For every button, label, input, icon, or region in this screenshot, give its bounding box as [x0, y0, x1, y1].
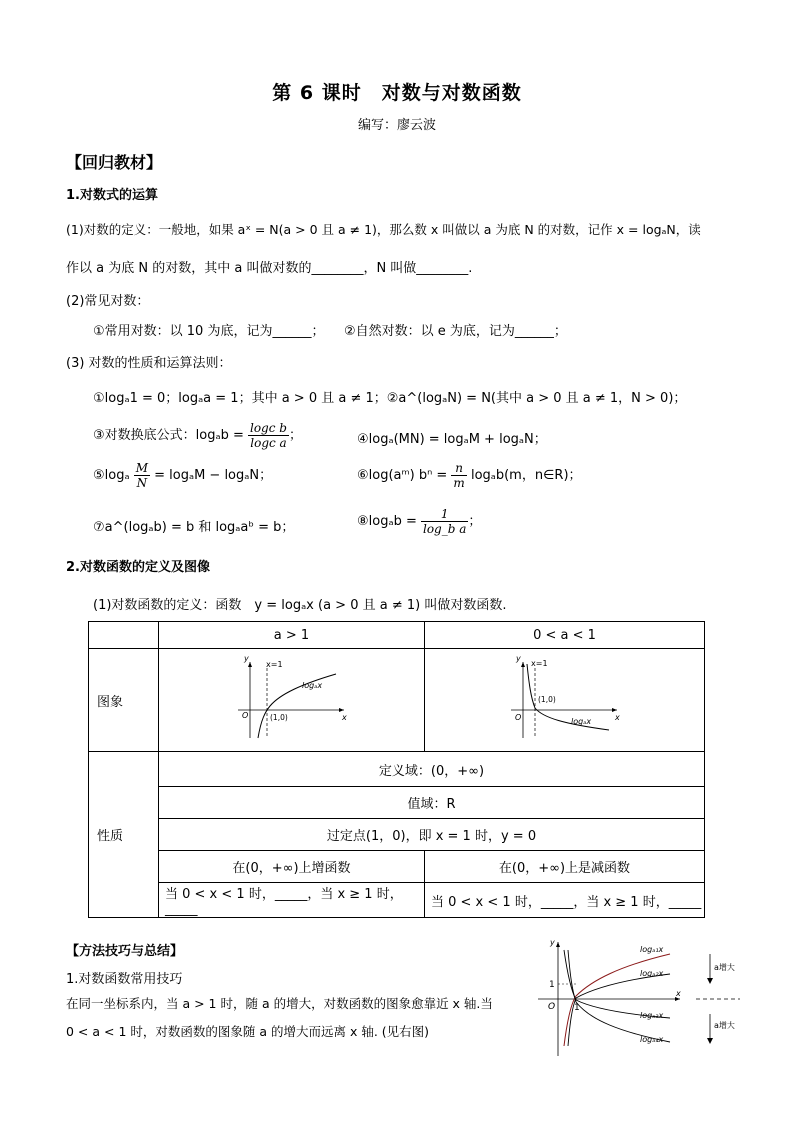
change-of-base-label: ③对数换底公式：logₐb =: [93, 428, 244, 443]
increase-label-top: a增大: [714, 963, 735, 972]
log-identity: ⑦a^(logₐb) = b 和 logₐaᵇ = b；: [93, 520, 295, 535]
row-label-graph: 图象: [89, 649, 159, 752]
fraction-numerator: n: [451, 461, 466, 476]
author-line: 编写：廖云波: [357, 118, 436, 133]
fraction-denominator: m: [453, 476, 465, 490]
log-properties-title: (3) 对数的性质和运算法则：: [66, 356, 232, 371]
change-of-base-fraction: [248, 421, 289, 450]
y-label: y: [243, 654, 249, 663]
fixed-point-label: (1,0): [537, 695, 556, 704]
change-of-base-formula: ③对数换底公式：logₐb = $\frac{\text{logc b}}{\text{logc a}}$ ；: [93, 421, 302, 450]
curve-a1: [564, 954, 670, 1046]
y-one-label: 1: [549, 980, 555, 990]
increasing-log-graph: [232, 654, 352, 742]
log-reciprocal: ⑧logₐb = $\frac{1}{\text{log\_b a}}$ ；: [357, 507, 482, 536]
arrow-head-top: [707, 978, 713, 984]
monotonic-increasing-cell: 在(0，+∞)上增函数: [159, 851, 425, 883]
x-one-label: 1: [574, 1003, 580, 1013]
curve-label: logₐx: [570, 717, 591, 726]
fraction-denominator: log_b a: [422, 522, 467, 536]
common-logs-title: (2)常见对数：: [66, 294, 150, 309]
x-label: x: [341, 713, 347, 722]
y-axis-arrow: [556, 942, 560, 947]
monotonic-decreasing-cell: 在(0，+∞)上是减函数: [425, 851, 705, 883]
arrow-head-bottom: [707, 1038, 713, 1044]
curve-a4: [568, 950, 670, 1042]
label-a4: logₐ₄x: [640, 1035, 664, 1044]
power-rest: logₐb(m，n∈R)；: [470, 468, 582, 483]
x-axis-arrow: [339, 708, 344, 712]
origin-label: O: [548, 1002, 556, 1012]
origin-label: O: [514, 713, 521, 722]
row-label-properties: 性质: [89, 752, 159, 918]
method-line-1: 在同一坐标系内，当 a > 1 时，随 a 的增大，对数函数的图象愈靠近 x 轴.当: [66, 996, 493, 1011]
graph-decreasing-cell: [425, 649, 705, 752]
y-label: y: [515, 654, 521, 663]
log-family-figure: [530, 936, 760, 1058]
range-cell: 值域：R: [159, 787, 705, 819]
quotient-rest: = logₐM − logₐN；: [154, 468, 273, 483]
y-axis-arrow: [521, 662, 525, 667]
properties-table: [88, 621, 705, 918]
log-power-rule: [357, 461, 582, 490]
fraction-denominator: logc a: [250, 436, 287, 450]
x-label: x: [676, 989, 681, 998]
common-logs-line: ①常用对数：以 10 为底，记为______； ②自然对数：以 e 为底，记为______；: [93, 324, 567, 339]
fixed-point-label: (1,0): [269, 713, 288, 722]
vertical-line-label: x=1: [530, 659, 548, 668]
label-a3: logₐ₃x: [640, 1011, 664, 1020]
reciprocal-label: ⑧logₐb =: [357, 514, 417, 529]
heading-log-function: 2.对数函数的定义及图像: [66, 560, 210, 575]
vertical-line-label: x=1: [265, 660, 283, 669]
origin-label: O: [241, 711, 248, 720]
quotient-label: ⑤logₐ: [93, 468, 130, 483]
increase-label-bottom: a增大: [714, 1021, 735, 1030]
x-label: x: [614, 713, 620, 722]
method-line-2: 0 < a < 1 时，对数函数的图象随 a 的增大而远离 x 轴. (见右图): [66, 1024, 430, 1039]
fraction-denominator: N: [136, 476, 148, 490]
header-a-greater-1: a > 1: [159, 622, 425, 649]
fraction-numerator: 1: [421, 507, 468, 522]
heading-log-operations: 1.对数式的运算: [66, 188, 158, 203]
label-a2: logₐ₂x: [640, 969, 664, 978]
method-subtitle: 1.对数函数常用技巧: [66, 972, 183, 987]
fraction-numerator: logc b: [249, 421, 287, 435]
label-a1: logₐ₁x: [640, 945, 664, 954]
curve-label: logₐx: [301, 681, 322, 690]
quotient-fraction: [134, 461, 150, 490]
method-title: 【方法技巧与总结】: [66, 944, 184, 959]
log-quotient-rule: [93, 461, 272, 490]
header-a-between-0-1: 0 < a < 1: [425, 622, 705, 649]
section-title: 【回归教材】: [66, 153, 163, 172]
power-fraction: [451, 461, 466, 490]
fixed-point-cell: 过定点(1，0)，即 x = 1 时，y = 0: [159, 819, 705, 851]
x-axis-arrow: [612, 708, 617, 712]
sign-cell-a-lt-1: 当 0 < x < 1 时，_____，当 x ≥ 1 时，_____: [425, 883, 705, 918]
definition-line-1: (1)对数的定义：一般地，如果 aˣ = N(a > 0 且 a ≠ 1)，那么数 x 叫做以 a 为底 N 的对数，记作 x = logₐN，读: [66, 222, 701, 237]
decreasing-log-graph: [505, 654, 625, 742]
page-title: 第 6 课时 对数与对数函数: [272, 82, 522, 104]
y-label: y: [550, 938, 555, 947]
domain-cell: 定义域：(0，+∞): [159, 752, 705, 787]
reciprocal-fraction: [421, 507, 468, 536]
log-property-1-2: ①logₐ1 = 0；logₐa = 1；其中 a > 0 且 a ≠ 1；②a^(logₐN) = N(其中 a > 0 且 a ≠ 1，N > 0)；: [93, 391, 687, 406]
log-function-definition: (1)对数函数的定义：函数 y = logₐx (a > 0 且 a ≠ 1) 叫做对数函数.: [93, 598, 507, 613]
fraction-numerator: M: [135, 461, 148, 475]
graph-increasing-cell: [159, 649, 425, 752]
definition-line-2: 作以 a 为底 N 的对数，其中 a 叫做对数的________，N 叫做________.: [66, 261, 473, 276]
curve-a3: [564, 950, 670, 1018]
sign-cell-a-gt-1: 当 0 < x < 1 时，_____，当 x ≥ 1 时，_____: [159, 883, 425, 918]
power-label: ⑥log(aᵐ) bⁿ =: [357, 468, 448, 483]
table-corner: [89, 622, 159, 649]
log-product-rule: ④logₐ(MN) = logₐM + logₐN；: [357, 432, 547, 447]
log-curve: [258, 674, 336, 738]
